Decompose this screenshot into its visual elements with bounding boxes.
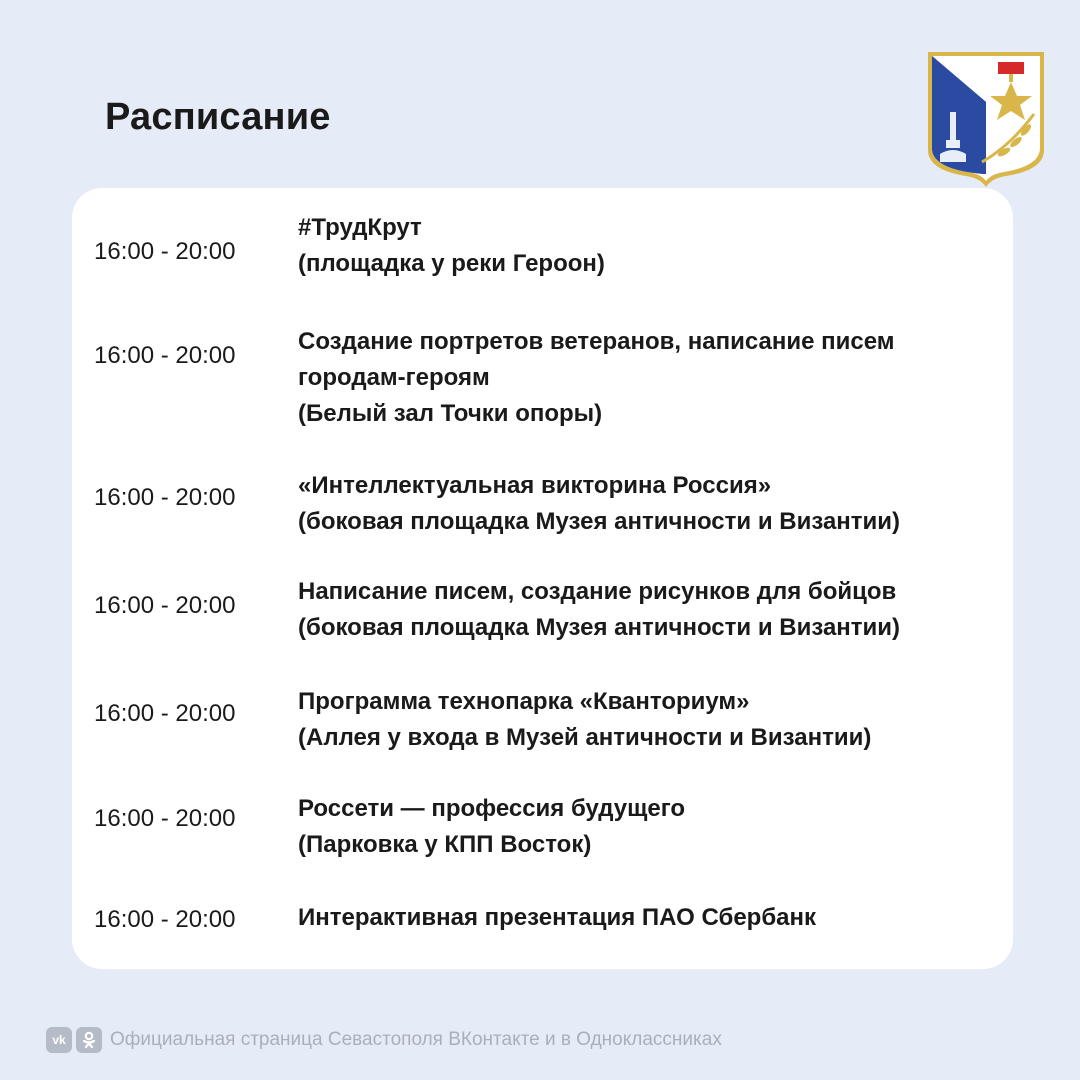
event-location: (боковая площадка Музея античности и Византии) — [298, 614, 901, 641]
event-time: 16:00 - 20:00 — [94, 906, 236, 933]
event-location: (Аллея у входа в Музей античности и Византии) — [298, 724, 872, 751]
event-title: Интерактивная презентация ПАО Сбербанк — [298, 904, 817, 931]
event-time: 16:00 - 20:00 — [94, 592, 236, 619]
footer — [46, 1025, 722, 1055]
odnoklassniki-icon[interactable] — [76, 1027, 102, 1053]
event-location: (Парковка у КПП Восток) — [298, 831, 592, 858]
event-title: «Интеллектуальная викторина Россия» — [298, 472, 772, 499]
event-time: 16:00 - 20:00 — [94, 700, 236, 727]
event-description — [298, 791, 998, 863]
event-description — [298, 468, 998, 540]
event-title: Создание портретов ветеранов, написание писем — [298, 328, 895, 355]
event-location: (Белый зал Точки опоры) — [298, 400, 603, 427]
event-title: #ТрудКрут — [298, 214, 422, 241]
footer-text: Официальная страница Севастополя ВКонтакте и в Одноклассниках — [110, 1029, 722, 1050]
vk-icon[interactable]: vk — [46, 1027, 72, 1053]
event-description — [298, 324, 998, 432]
sevastopol-coat-of-arms-icon — [926, 50, 1046, 190]
event-time: 16:00 - 20:00 — [94, 238, 236, 265]
event-description — [298, 684, 998, 756]
event-location: (боковая площадка Музея античности и Византии) — [298, 508, 901, 535]
event-time: 16:00 - 20:00 — [94, 342, 236, 369]
event-title: Написание писем, создание рисунков для бойцов — [298, 578, 897, 605]
event-title-continued: городам-героям — [298, 364, 490, 391]
event-description — [298, 900, 998, 936]
page-title: Расписание — [105, 96, 331, 138]
event-time: 16:00 - 20:00 — [94, 805, 236, 832]
event-title: Россети — профессия будущего — [298, 795, 686, 822]
event-title: Программа технопарка «Кванториум» — [298, 688, 750, 715]
schedule-card — [72, 188, 1013, 969]
event-time: 16:00 - 20:00 — [94, 484, 236, 511]
event-description — [298, 574, 998, 646]
event-location: (площадка у реки Героон) — [298, 250, 605, 277]
